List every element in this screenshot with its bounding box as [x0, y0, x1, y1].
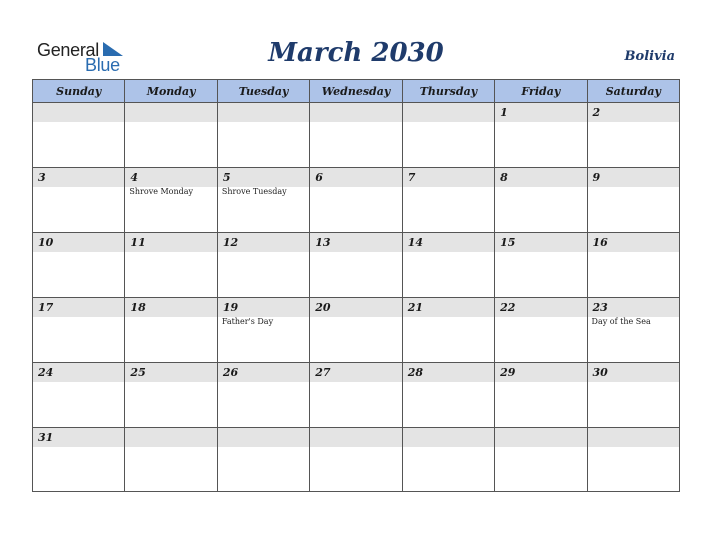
logo-general-text: General — [37, 40, 99, 60]
day-cell — [125, 428, 217, 492]
day-band — [495, 168, 586, 187]
weekday-header: Tuesday — [217, 80, 309, 103]
weekday-header: Thursday — [402, 80, 494, 103]
day-cell — [310, 103, 402, 168]
day-number: 22 — [500, 301, 516, 314]
day-number: 6 — [315, 171, 323, 184]
day-number: 27 — [315, 366, 331, 379]
day-band — [310, 298, 401, 317]
day-number: 17 — [38, 301, 54, 314]
day-band — [310, 363, 401, 382]
day-band — [125, 363, 216, 382]
day-cell — [125, 233, 217, 298]
day-number: 13 — [315, 236, 331, 249]
day-number: 29 — [500, 366, 516, 379]
day-number: 14 — [407, 236, 423, 249]
day-band — [310, 428, 401, 447]
day-band — [33, 363, 124, 382]
day-cell — [587, 363, 679, 428]
day-cell — [402, 168, 494, 233]
country-label: Bolivia — [624, 49, 675, 64]
day-band — [403, 103, 494, 122]
day-cell — [495, 428, 587, 492]
day-number: 28 — [407, 366, 423, 379]
day-cell — [495, 363, 587, 428]
weekday-header: Wednesday — [310, 80, 402, 103]
weekday-header: Sunday — [33, 80, 125, 103]
day-band — [588, 168, 679, 187]
day-band — [33, 103, 124, 122]
day-cell — [310, 168, 402, 233]
day-cell — [310, 363, 402, 428]
calendar-grid — [32, 79, 680, 492]
day-number: 2 — [592, 106, 601, 119]
day-number: 15 — [500, 236, 516, 249]
day-number: 10 — [38, 236, 54, 249]
week-row — [33, 363, 680, 428]
day-cell — [217, 363, 309, 428]
day-cell — [402, 428, 494, 492]
week-row — [33, 428, 680, 492]
day-cell — [125, 363, 217, 428]
week-row — [33, 168, 680, 233]
week-row — [33, 233, 680, 298]
day-band — [125, 103, 216, 122]
day-band — [588, 363, 679, 382]
day-band — [588, 428, 679, 447]
day-band — [495, 428, 586, 447]
day-band — [310, 233, 401, 252]
day-band — [403, 168, 494, 187]
day-band — [588, 103, 679, 122]
day-cell — [495, 298, 587, 363]
day-band — [495, 363, 586, 382]
month-title: March 2030 — [268, 38, 444, 68]
day-band — [125, 233, 216, 252]
day-cell — [587, 428, 679, 492]
holiday-label: Shrove Monday — [129, 187, 194, 196]
day-cell — [495, 103, 587, 168]
day-band — [33, 168, 124, 187]
day-cell — [217, 168, 309, 233]
day-cell — [587, 168, 679, 233]
day-cell — [33, 363, 125, 428]
day-band — [218, 428, 309, 447]
day-cell — [33, 233, 125, 298]
day-cell — [587, 233, 679, 298]
day-cell — [587, 298, 679, 363]
day-band — [125, 168, 216, 187]
day-cell — [217, 298, 309, 363]
day-cell — [125, 298, 217, 363]
day-number: 3 — [38, 171, 46, 184]
day-cell — [33, 428, 125, 492]
day-band — [33, 428, 124, 447]
holiday-label: Day of the Sea — [591, 317, 651, 326]
day-band — [310, 103, 401, 122]
holiday-label: Shrove Tuesday — [221, 187, 287, 196]
day-band — [403, 298, 494, 317]
day-band — [403, 363, 494, 382]
day-cell — [310, 298, 402, 363]
day-cell — [402, 233, 494, 298]
day-band — [218, 233, 309, 252]
day-number: 5 — [222, 171, 231, 184]
day-cell — [217, 233, 309, 298]
day-band — [588, 233, 679, 252]
day-band — [125, 428, 216, 447]
day-cell — [495, 168, 587, 233]
day-band — [403, 233, 494, 252]
day-number: 23 — [592, 301, 608, 314]
day-number: 12 — [222, 236, 239, 249]
day-number: 7 — [407, 171, 416, 184]
day-number: 1 — [500, 106, 508, 119]
day-band — [588, 298, 679, 317]
day-band — [33, 233, 124, 252]
day-cell — [33, 168, 125, 233]
day-band — [218, 103, 309, 122]
week-row — [33, 103, 680, 168]
day-cell — [125, 103, 217, 168]
day-band — [125, 298, 216, 317]
day-number: 4 — [130, 171, 139, 184]
day-band — [403, 428, 494, 447]
day-cell — [310, 428, 402, 492]
day-cell — [402, 103, 494, 168]
weekday-header-row — [33, 80, 680, 103]
day-cell — [402, 298, 494, 363]
day-number: 16 — [592, 236, 608, 249]
day-band — [218, 168, 309, 187]
day-cell — [495, 233, 587, 298]
day-cell — [217, 103, 309, 168]
day-number: 31 — [38, 431, 54, 444]
day-cell — [587, 103, 679, 168]
weekday-header: Friday — [495, 80, 587, 103]
day-cell — [33, 103, 125, 168]
day-band — [310, 168, 401, 187]
day-number: 11 — [130, 236, 146, 249]
holiday-label: Father's Day — [221, 317, 274, 326]
day-number: 18 — [130, 301, 146, 314]
day-number: 9 — [592, 171, 601, 184]
day-band — [218, 363, 309, 382]
day-cell — [125, 168, 217, 233]
day-band — [495, 103, 586, 122]
day-band — [495, 233, 586, 252]
day-number: 30 — [592, 366, 608, 379]
day-number: 25 — [130, 366, 146, 379]
logo-blue-text: Blue — [85, 55, 120, 75]
day-number: 8 — [500, 171, 508, 184]
day-cell — [402, 363, 494, 428]
weekday-header: Monday — [125, 80, 217, 103]
day-band — [218, 298, 309, 317]
day-band — [33, 298, 124, 317]
week-row — [33, 298, 680, 363]
day-number: 21 — [407, 301, 423, 314]
day-cell — [217, 428, 309, 492]
weekday-header: Saturday — [587, 80, 679, 103]
day-cell — [310, 233, 402, 298]
day-number: 24 — [38, 366, 54, 379]
day-band — [495, 298, 586, 317]
day-cell — [33, 298, 125, 363]
day-number: 26 — [222, 366, 239, 379]
day-number: 20 — [315, 301, 331, 314]
day-number: 19 — [222, 301, 239, 314]
